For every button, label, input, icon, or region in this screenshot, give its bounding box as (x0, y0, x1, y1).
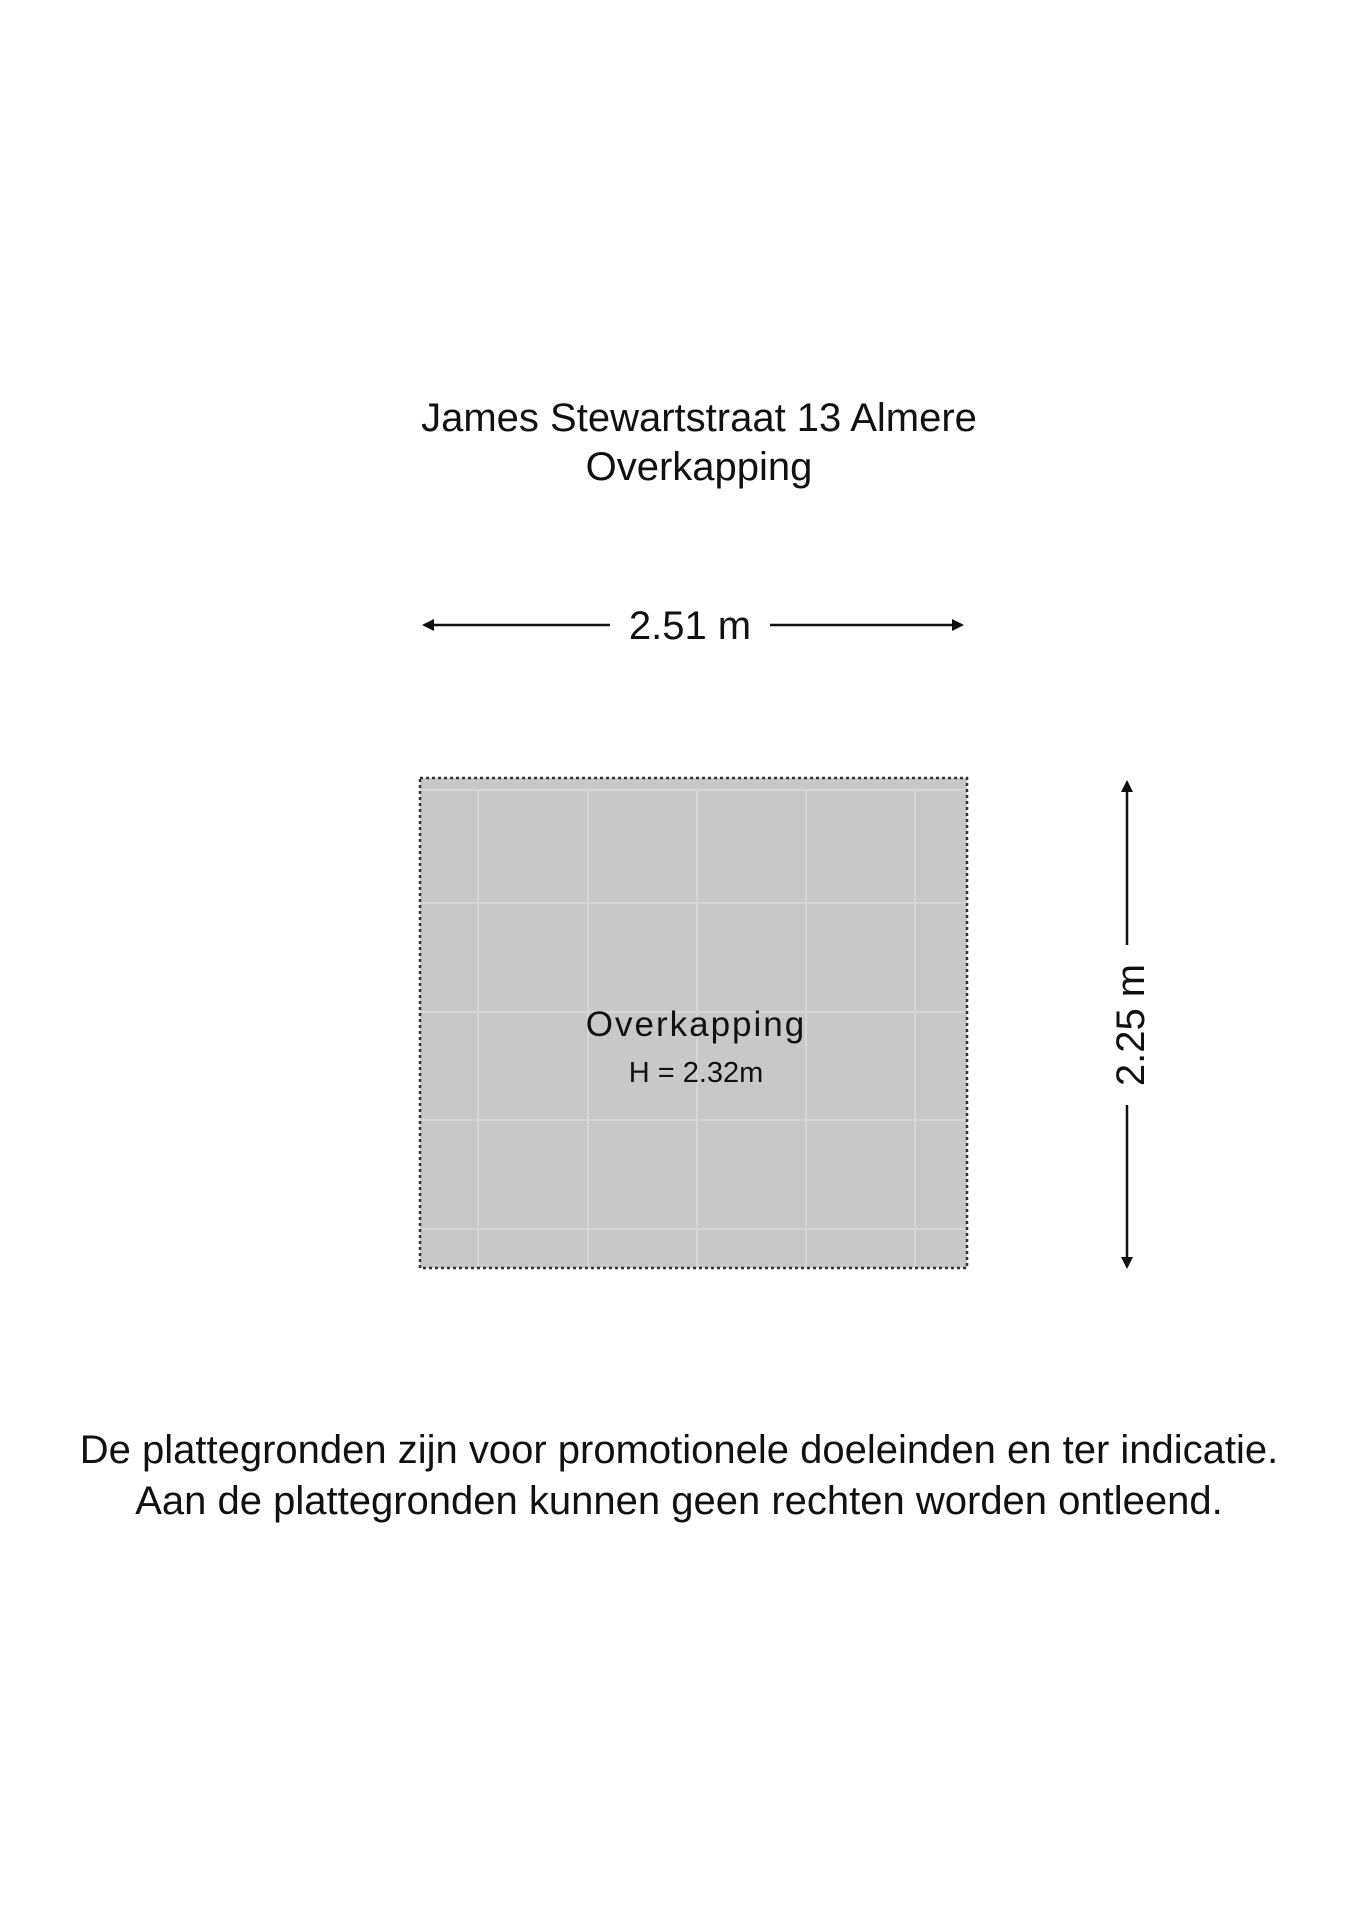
floor-title: Overkapping (585, 445, 813, 489)
depth-dimension-label: 2.25 m (1106, 945, 1156, 1105)
room-label: Overkapping (585, 1005, 807, 1044)
room-height-label: H = 2.32m (628, 1057, 764, 1089)
width-dimension-label: 2.51 m (610, 601, 770, 651)
address-title: James Stewartstraat 13 Almere (421, 396, 977, 440)
disclaimer (0, 1425, 1358, 1527)
disclaimer-line-1: De plattegronden zijn voor promotionele doeleinden en ter indicatie. (79, 1428, 1279, 1472)
disclaimer-line-2: Aan de plattegronden kunnen geen rechten worden ontleend. (135, 1479, 1223, 1523)
